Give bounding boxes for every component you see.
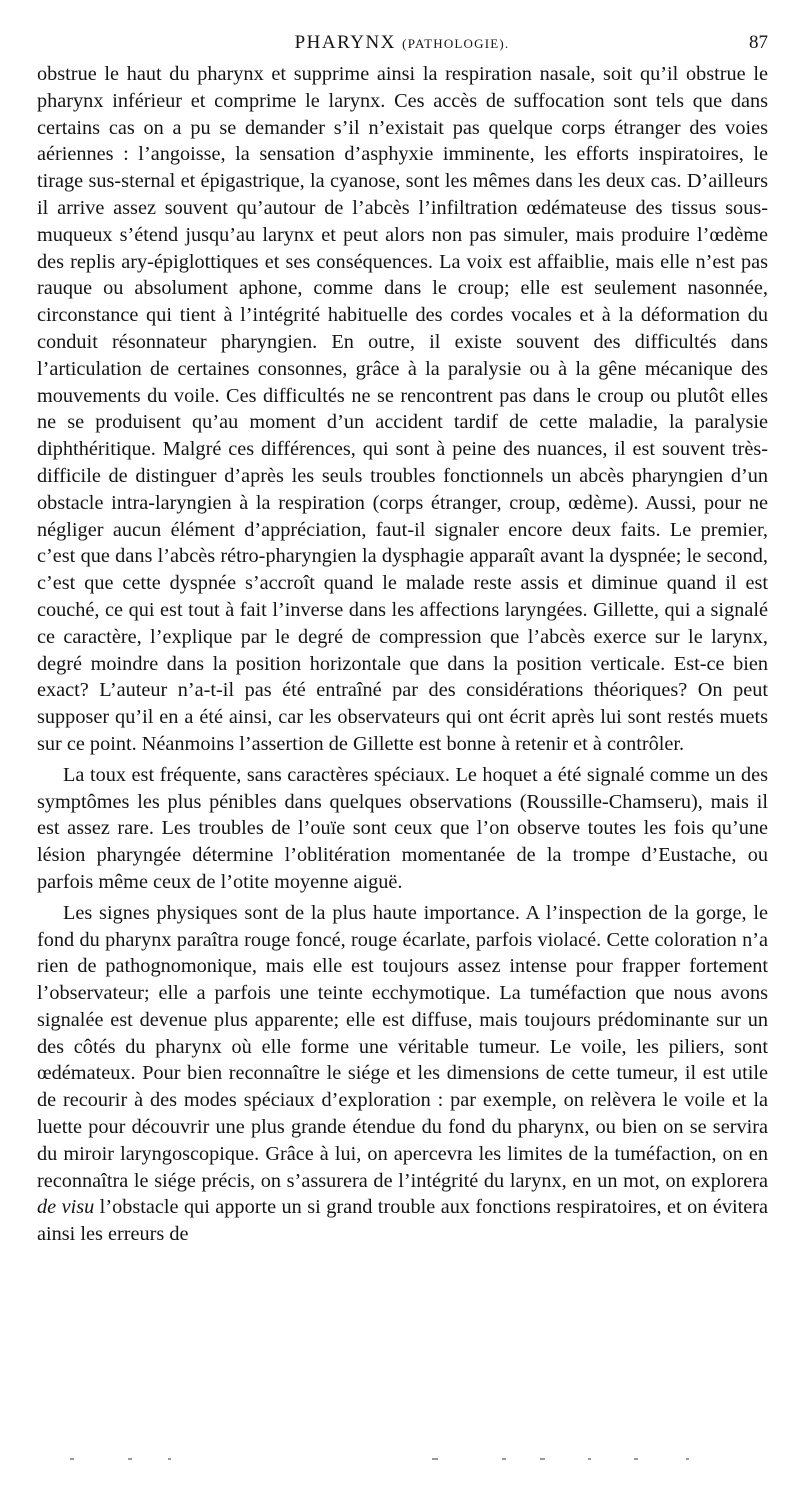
paragraph-physical-signs [37,900,768,1248]
paragraph-physical-signs-text: Les signes physiques sont de la plus haute importance. A l’inspection de la gorge, le fond du pharynx paraîtra rouge foncé, rouge écarlate, parfois violacé. Cette coloration n’a rien de pathognomonique, mais elle est toujours assez intense pour frapper fortement l’observateur; elle a parfois une teinte ecchymotique. La tuméfaction que nous avons signalée est devenue plus apparente; elle est diffuse, mais toujours prédominante sur un des côtés du pharynx où elle forme une véritable tumeur. Le voile, les piliers, sont œdémateux. Pour bien reconnaître le siége et les dimensions de cette tumeur, il est utile de recourir à des modes spéciaux d’exploration : par exemple, on relèvera le voile et la luette pour découvrir une plus grande étendue du fond du pharynx, ou bien on se servira du miroir laryngoscopique. Grâce à lui, on apercevra les limites de la tuméfaction, on en reconnaîtra le siége précis, on s’assurera de l’intégrité du larynx, en un mot, on explorera [37,901,768,1192]
running-head [36,32,768,60]
running-title [36,32,768,54]
bottom-bleed-marks [40,1458,760,1462]
running-title-main: PHARYNX [294,32,396,53]
paragraph-cough: La toux est fréquente, sans caractères spéciaux. Le hoquet a été signalé comme un des symptômes les plus pénibles dans quelques observations (Roussille-Chamseru), mais il est assez rare. Les troubles de l’ouïe sont ceux que l’on observe toutes les fois qu’une lésion pharyngée détermine l’oblitération momentanée de la trompe d’Eustache, ou parfois même ceux de l’otite moyenne aiguë. [37,763,768,893]
italic-de-visu: de visu [37,1196,95,1219]
paragraph-continuation: obstrue le haut du pharynx et supprime ainsi la respiration nasale, soit qu’il obstrue le pharynx inférieur et comprime le larynx. Ces accès de suffocation sont tels que dans certains cas on a pu se demander s’il n’existait pas quelque corps étranger des voies aériennes : l’angoisse, la sensation d’asphyxie imminente, les efforts inspiratoires, le tirage sus-sternal et épigastrique, la cyanose, sont les mêmes dans les deux cas. D’ailleurs il arrive assez souvent qu’autour de l’abcès l’infiltration œdémateuse des tissus sous-muqueux s’étend jusqu’au larynx et peut alors non pas simuler, mais produire l’œdème des replis ary-épiglottiques et ses conséquences. La voix est affaiblie, mais elle n’est pas rauque ou absolument aphone, comme dans le croup; elle est seulement nasonnée, circonstance qui tient à l’intégrité habituelle des cordes vocales et à la déformation du conduit résonnateur pharyngien. En outre, il existe souvent des difficultés dans l’articulation de certaines consonnes, grâce à la paralysie ou à la gêne mécanique des mouvements du voile. Ces difficultés ne se rencontrent pas dans le croup ou plutôt elles ne se produisent qu’au moment d’un accident tardif de cette maladie, la paralysie diphthéritique. Malgré ces différences, qui sont à peine des nuances, il est souvent très-difficile de distinguer d’après les seuls troubles fonctionnels un abcès pharyngien d’un obstacle intra-laryngien à la respiration (corps étranger, croup, œdème). Aussi, pour ne négliger aucun élément d’appréciation, faut-il signaler encore deux faits. Le premier, c’est que dans l’abcès rétro-pharyngien la dysphagie apparaît avant la dyspnée; le second, c’est que cette dyspnée s’accroît quand le malade reste assis et diminue quand il est couché, ce qui est tout à fait l’inverse dans les affections laryngées. Gillette, qui a signalé ce caractère, l’explique par le degré de compression que l’abcès exerce sur le larynx, degré moindre dans la position horizontale que dans la position verticale. Est-ce bien exact? L’auteur n’a-t-il pas été entraîné par des considérations théoriques? On peut supposer qu’il en a été ainsi, car les observateurs qui ont écrit après lui sont restés muets sur ce point. Néanmoins l’assertion de Gillette est bonne à retenir et à contrôler. [37,63,768,755]
paragraph-physical-signs-tail: l’obstacle qui apporte un si grand trouble aux fonctions respiratoires, et on évitera ainsi les erreurs de [37,1196,768,1246]
text-body [37,61,768,1248]
page-number: 87 [749,32,768,53]
running-title-sub: (PATHOLOGIE). [402,36,510,51]
